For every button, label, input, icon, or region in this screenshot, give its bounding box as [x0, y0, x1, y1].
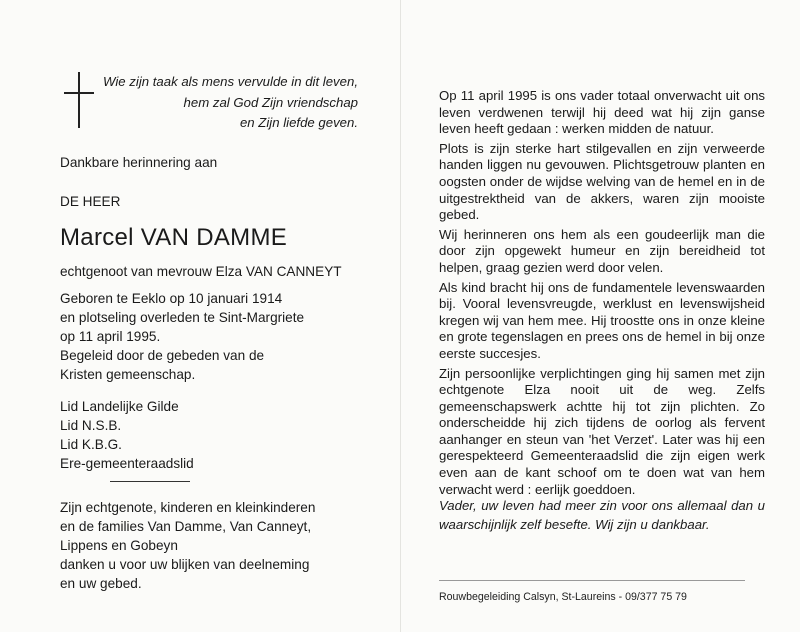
poem-line: en Zijn liefde geven.: [239, 115, 358, 130]
remembrance-text: Dankbare herinnering aan: [60, 155, 218, 170]
footer-divider: [439, 580, 745, 581]
birth-death-line: Geboren te Eeklo op 10 januari 1914: [60, 291, 283, 306]
family-line: danken u voor uw blijken van deelneming: [60, 557, 310, 572]
poem-line: Wie zijn taak als mens vervulde in dit leven,: [103, 74, 358, 89]
title-text: DE HEER: [60, 194, 121, 209]
tribute-paragraph: Als kind bracht hij ons de fundamentele levenswaarden bij. Vooral levensvreugde, werklust en levenswijsheid kregen wij van hem mee. Hij troostte ons in onze kleine en grote tegenslagen en prees ons de hemel in bij onze eerste succesjes.: [439, 279, 765, 361]
membership-item: Lid Landelijke Gilde: [60, 399, 179, 414]
cross-icon: [78, 72, 80, 128]
family-line: Zijn echtgenote, kinderen en kleinkinderen: [60, 500, 316, 515]
birth-death-line: Kristen gemeenschap.: [60, 367, 196, 382]
card-fold: [400, 0, 401, 632]
tribute-paragraph: Plots is zijn sterke hart stilgevallen en zijn verweerde handen liggen nu gevouwen. Plichtsgetrouw planten en oogsten onder de wijdse welving van de hemel en in de uitgestrektheid van de akkers, waren zijn mooiste gebed.: [439, 140, 765, 223]
family-line: en de families Van Damme, Van Canneyt,: [60, 519, 312, 534]
birth-death-line: en plotseling overleden te Sint-Margriete: [60, 310, 305, 325]
deceased-name: Marcel VAN DAMME: [60, 224, 288, 251]
funeral-home: Rouwbegeleiding Calsyn, St-Laureins - 09/377 75 79: [439, 591, 687, 603]
poem-line: hem zal God Zijn vriendschap: [183, 94, 358, 110]
family-line: en uw gebed.: [60, 576, 142, 591]
family-thanks: [60, 498, 315, 593]
family-line: Lippens en Gobeyn: [60, 538, 178, 553]
tribute-paragraph: Op 11 april 1995 is ons vader totaal onverwacht uit ons leven verdwenen terwijl hij deed wat hij zijn ganse leven heeft gedaan : werken midden de natuur.: [439, 88, 765, 137]
birth-death-line: op 11 april 1995.: [60, 329, 161, 344]
birth-death-line: Begeleid door de gebeden van de: [60, 348, 265, 363]
tribute-text: [439, 88, 765, 501]
membership-item: Lid K.B.G.: [60, 437, 122, 452]
tribute-paragraph: Wij herinneren ons hem als een goudeerlijk man die door zijn opgewekt humeur en zijn bereidheid tot helpen, graag gezien werd door velen.: [439, 226, 765, 275]
cross-icon-bar: [64, 92, 94, 94]
divider: [110, 481, 190, 482]
poem: [96, 72, 358, 134]
tribute-paragraph: Zijn persoonlijke verplichtingen ging hij samen met zijn echtgenote Elza nooit uit de weg. Zelfs gemeenschapswerk achtte hij tot zijn plichten. Zo onderscheidde hij zich tijdens de oorlog als fervent aanhanger en steun van 'het Verzet'. Later was hij een gerespekteerd Gemeenteraadslid die zijn eigen werk even aan de kant schoof om te doen wat van hem verwacht werd : eerlijk goeddoen.: [439, 365, 765, 497]
closing-text: Vader, uw leven had meer zin voor ons allemaal dan u waarschijnlijk zelf besefte. Wij zijn u dankbaar.: [439, 498, 765, 532]
birth-death-block: [60, 289, 304, 384]
spouse-text: echtgenoot van mevrouw Elza VAN CANNEYT: [60, 264, 342, 279]
memberships-list: [60, 397, 194, 473]
membership-item: Ere-gemeenteraadslid: [60, 456, 194, 471]
membership-item: Lid N.S.B.: [60, 418, 122, 433]
